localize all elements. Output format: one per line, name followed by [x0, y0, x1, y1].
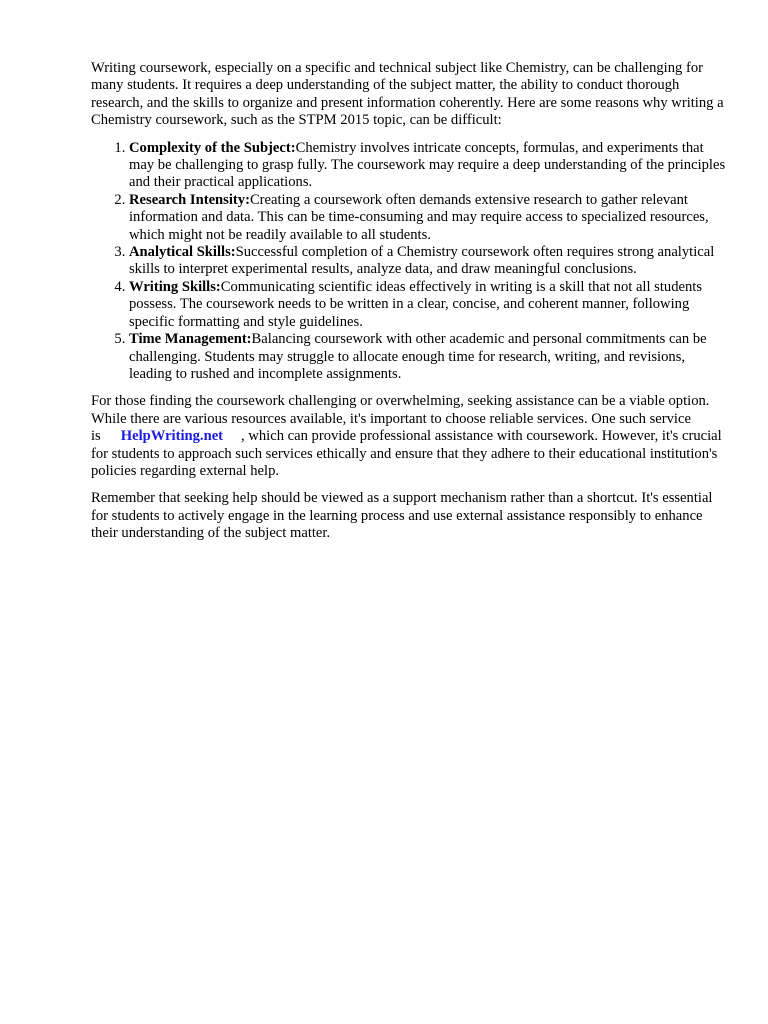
- list-item-term: Writing Skills:: [129, 278, 221, 295]
- list-item: [129, 279, 731, 331]
- list-item-term: Analytical Skills:: [129, 244, 236, 261]
- list-item: [129, 192, 731, 244]
- reasons-list: [91, 140, 731, 384]
- list-item-text: Communicating scientific ideas effectively in writing is a skill that not all students possess. The coursework needs to be written in a clear, concise, and coherent manner, following specific formatting and style guidelines.: [129, 278, 703, 330]
- list-item-text: Creating a coursework often demands extensive research to gather relevant information and data. This can be time-consuming and may require access to specialized resources, which might not be readily available to all students.: [129, 191, 709, 243]
- helpwriting-link[interactable]: HelpWriting.net: [120, 428, 224, 445]
- list-item: [129, 140, 731, 192]
- assistance-text-after: , which can provide professional assistance with coursework. However, it's crucial for students to approach such services ethically and ensure that they adhere to their educational institution's policies regarding external help.: [91, 428, 722, 479]
- assistance-text-before: For those finding the coursework challenging or overwhelming, seeking assistance can be a viable option. While there are various resources available, it's important to choose reliable services. One such service is: [91, 393, 710, 445]
- list-item-text: Chemistry involves intricate concepts, formulas, and experiments that may be challenging to grasp fully. The coursework may require a deep understanding of the principles and their practical applications.: [129, 139, 726, 191]
- list-item-term: Time Management:: [129, 331, 252, 348]
- document-page: [91, 60, 731, 543]
- assistance-paragraph: [91, 393, 731, 480]
- list-item-term: Complexity of the Subject:: [129, 139, 296, 156]
- list-item-text: Balancing coursework with other academic and personal commitments can be challenging. Students may struggle to allocate enough time for research, writing, and revisions, leading to rushed and incomplete assignments.: [129, 331, 707, 382]
- closing-paragraph: Remember that seeking help should be viewed as a support mechanism rather than a shortcut. It's essential for students to actively engage in the learning process and use external assistance responsibly to enhance their understanding of the subject matter.: [91, 490, 713, 542]
- list-item-term: Research Intensity:: [129, 191, 250, 208]
- list-item-text: Successful completion of a Chemistry coursework often requires strong analytical skills to interpret experimental results, analyze data, and draw meaningful conclusions.: [129, 244, 715, 278]
- intro-paragraph: Writing coursework, especially on a specific and technical subject like Chemistry, can be challenging for many students. It requires a deep understanding of the subject matter, the ability to conduct thorough research, and the skills to organize and present information coherently. Here are some reasons why writing a Chemistry coursework, such as the STPM 2015 topic, can be difficult:: [91, 60, 724, 129]
- list-item: [129, 244, 731, 279]
- list-item: [129, 331, 731, 383]
